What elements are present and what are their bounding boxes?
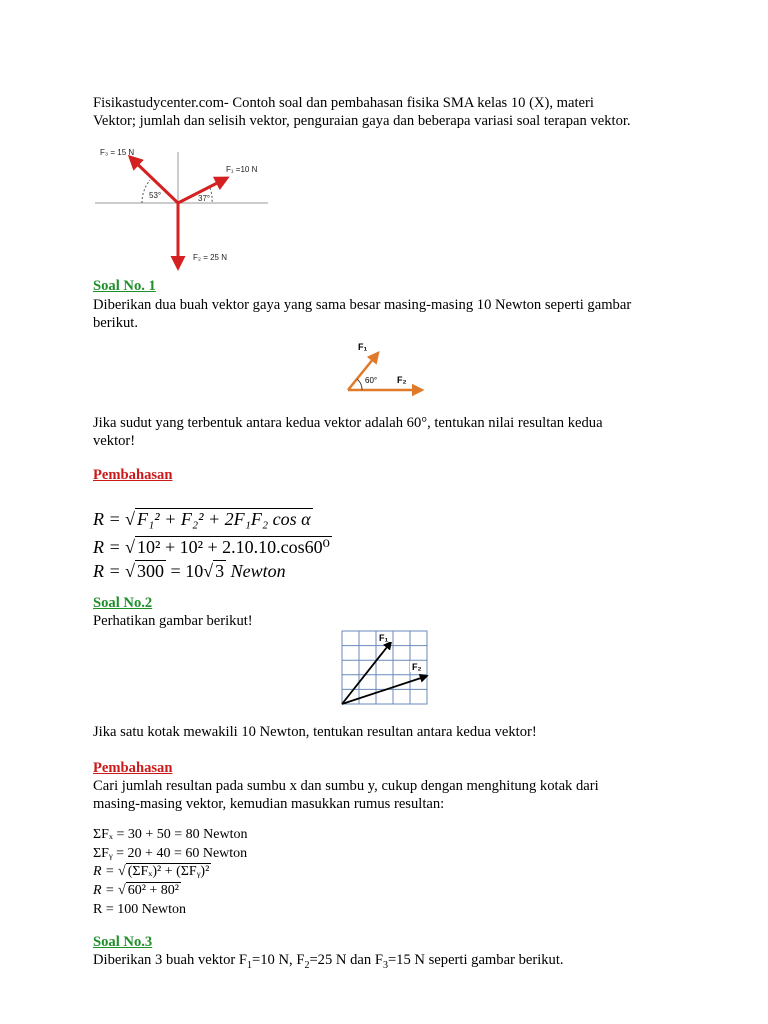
soal-3-heading: Soal No.3	[93, 934, 153, 950]
label-angle-60: 60°	[365, 376, 378, 385]
eq-lhs: R =	[93, 883, 118, 898]
soal-2-equation-2: ΣFᵧ = 20 + 40 = 60 Newton	[93, 846, 248, 861]
figure-grid-vectors	[341, 630, 429, 706]
eq-body: F₁² + F₂² + 2F₁F₂ cos α	[137, 509, 311, 529]
sqrt-sign: √	[125, 537, 136, 557]
soal-1-question-1: Jika sudut yang terbentuk antara kedua vektor adalah 60°, tentukan nilai resultan kedua	[93, 415, 603, 431]
sqrt-sign: √	[118, 883, 126, 898]
eq-lhs: R =	[93, 509, 126, 529]
label-angle-53: 53°	[149, 191, 162, 200]
eq-rest: = 10	[166, 561, 204, 581]
label-f2-grid: F₂	[412, 662, 422, 672]
soal-2-text: Perhatikan gambar berikut!	[93, 613, 253, 629]
soal-1-pembahasan-heading: Pembahasan	[93, 467, 173, 483]
label-f2: F₂ = 25 N	[193, 253, 228, 262]
subscript-2: 2	[304, 959, 310, 971]
vector-f2-grid	[342, 676, 427, 704]
soal-1-text-2: berikut.	[93, 315, 138, 331]
angle-arc-right	[210, 188, 212, 203]
soal-2-pembahasan-heading: Pembahasan	[93, 760, 173, 776]
label-f3: F₃ = 15 N	[100, 148, 135, 157]
label-f1-grid: F₁	[379, 633, 389, 643]
soal-1-question-2: vektor!	[93, 433, 136, 449]
eq-unit: Newton	[226, 561, 286, 581]
label-f1-60: F₁	[358, 342, 368, 352]
soal-2-equation-5: R = 100 Newton	[93, 902, 187, 917]
soal-2-solution-2: masing-masing vektor, kemudian masukkan rumus resultan:	[93, 796, 445, 812]
eq-lhs: R =	[93, 864, 118, 879]
subscript-1: 1	[247, 959, 253, 971]
soal-3-text-d: =15 N seperti gambar berikut.	[387, 952, 564, 968]
soal-2-heading: Soal No.2	[93, 595, 153, 611]
eq-lhs: R =	[93, 537, 126, 557]
soal-1-equation-1	[93, 507, 313, 531]
soal-1-text-1: Diberikan dua buah vektor gaya yang sama besar masing-masing 10 Newton seperti gambar	[93, 297, 632, 313]
angle-arc-60	[357, 379, 362, 390]
label-f1: F₁ =10 N	[226, 165, 258, 174]
eq-body: 300	[137, 561, 165, 581]
soal-1-equation-2	[93, 535, 332, 559]
eq-lhs: R =	[93, 561, 126, 581]
soal-2-question: Jika satu kotak mewakili 10 Newton, tentukan resultan antara kedua vektor!	[93, 724, 537, 740]
soal-3-text	[93, 951, 693, 975]
soal-3-text-b: =10 N, F	[252, 952, 305, 968]
soal-2-equation-1: ΣFₓ = 30 + 50 = 80 Newton	[93, 827, 248, 842]
vector-f1-grid	[342, 642, 391, 704]
soal-2-solution-1: Cari jumlah resultan pada sumbu x dan sumbu y, cukup dengan menghitung kotak dari	[93, 778, 599, 794]
intro-line-1: Fisikastudycenter.com- Contoh soal dan pembahasan fisika SMA kelas 10 (X), materi	[93, 95, 594, 111]
eq-root: 3	[215, 561, 225, 581]
label-f2-60: F₂	[397, 375, 407, 385]
label-angle-37: 37°	[198, 194, 211, 203]
eq-body: 10² + 10² + 2.10.10.cos60⁰	[137, 537, 330, 557]
soal-2-equation-3	[93, 864, 211, 880]
soal-1-equation-3	[93, 559, 286, 583]
sqrt-sign: √	[125, 561, 136, 581]
soal-1-heading: Soal No. 1	[93, 278, 156, 294]
eq-body: (ΣFₓ)² + (ΣFᵧ)²	[127, 864, 210, 879]
subscript-3: 3	[382, 959, 388, 971]
soal-3-text-c: =25 N dan F	[309, 952, 383, 968]
sqrt-sign: √	[125, 509, 136, 529]
eq-body: 60² + 80²	[127, 883, 179, 898]
soal-2-equation-4	[93, 883, 181, 899]
intro-line-2: Vektor; jumlah dan selisih vektor, penguraian gaya dan beberapa variasi soal terapan vektor.	[93, 113, 631, 129]
figure-two-vectors-60	[340, 337, 430, 397]
sqrt-sign: √	[118, 864, 126, 879]
figure-three-vectors	[90, 140, 280, 275]
sqrt-sign-2: √	[203, 561, 214, 581]
soal-3-text-a: Diberikan 3 buah vektor F	[93, 952, 248, 968]
